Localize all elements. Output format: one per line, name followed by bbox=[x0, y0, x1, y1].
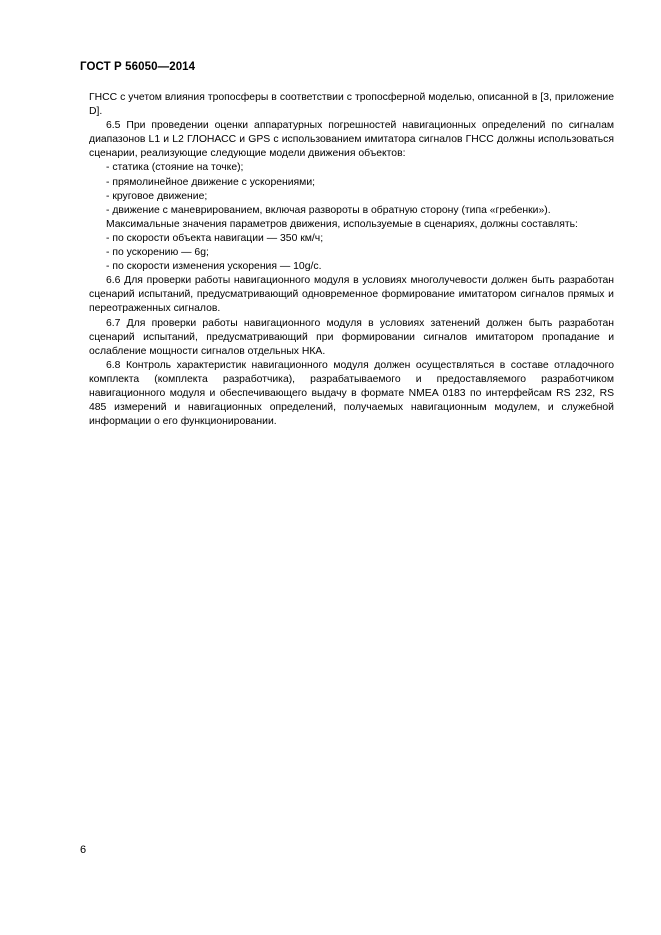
body-text bbox=[89, 91, 614, 429]
clause-6-6: 6.6 Для проверки работы навигационного модуля в условиях многолучевости должен быть разработан сценарий испытаний, предусматривающий одновременное формирование имитатором сигналов прямых и переотраженных сигналов. bbox=[89, 275, 614, 315]
clause-6-8: 6.8 Контроль характеристик навигационного модуля должен осуществляться в составе отладочного комплекта (комплекта разработчика), разрабатываемого и предоставляемого разработчиком навигационного модуля и обеспечивающего выдачу в формате NMEA 0183 по интерфейсам RS 232, RS 485 измерений и навигационных определений, получаемых навигационным модулем, и служебной информации о его функционировании. bbox=[89, 359, 614, 428]
page-number: 6 bbox=[80, 844, 87, 856]
list-item: - по скорости объекта навигации — 350 км/ч; bbox=[106, 232, 324, 244]
paragraph-motion-limits: Максимальные значения параметров движения, используемые в сценариях, должны составлять: bbox=[106, 218, 578, 230]
list-item: - движение с маневрированием, включая развороты в обратную сторону (типа «гребенки»). bbox=[106, 204, 551, 216]
list-item: - статика (стояние на точке); bbox=[106, 162, 244, 174]
clause-6-7: 6.7 Для проверки работы навигационного модуля в условиях затенений должен быть разработан сценарий испытаний, предусматривающий при формировании сигналов имитатором пропадание и ослабление мощности сигналов отдельных НКА. bbox=[89, 317, 614, 357]
list-item: - круговое движение; bbox=[106, 190, 208, 202]
clause-6-5: 6.5 При проведении оценки аппаратурных погрешностей навигационных определений по сигналам диапазонов L1 и L2 ГЛОНАСС и GPS с использованием имитатора сигналов ГНСС должны использоваться сценарии, реализующие следующие модели движения объектов: bbox=[89, 120, 614, 160]
standard-header: ГОСТ Р 56050—2014 bbox=[80, 61, 196, 73]
list-item: - по ускорению — 6g; bbox=[106, 247, 209, 259]
list-item: - по скорости изменения ускорения — 10g/c. bbox=[106, 261, 322, 273]
list-item: - прямолинейное движение с ускорениями; bbox=[106, 176, 316, 188]
paragraph-continuation: ГНСС с учетом влияния тропосферы в соответствии с тропосферной моделью, описанной в [3, приложение D]. bbox=[89, 92, 614, 118]
